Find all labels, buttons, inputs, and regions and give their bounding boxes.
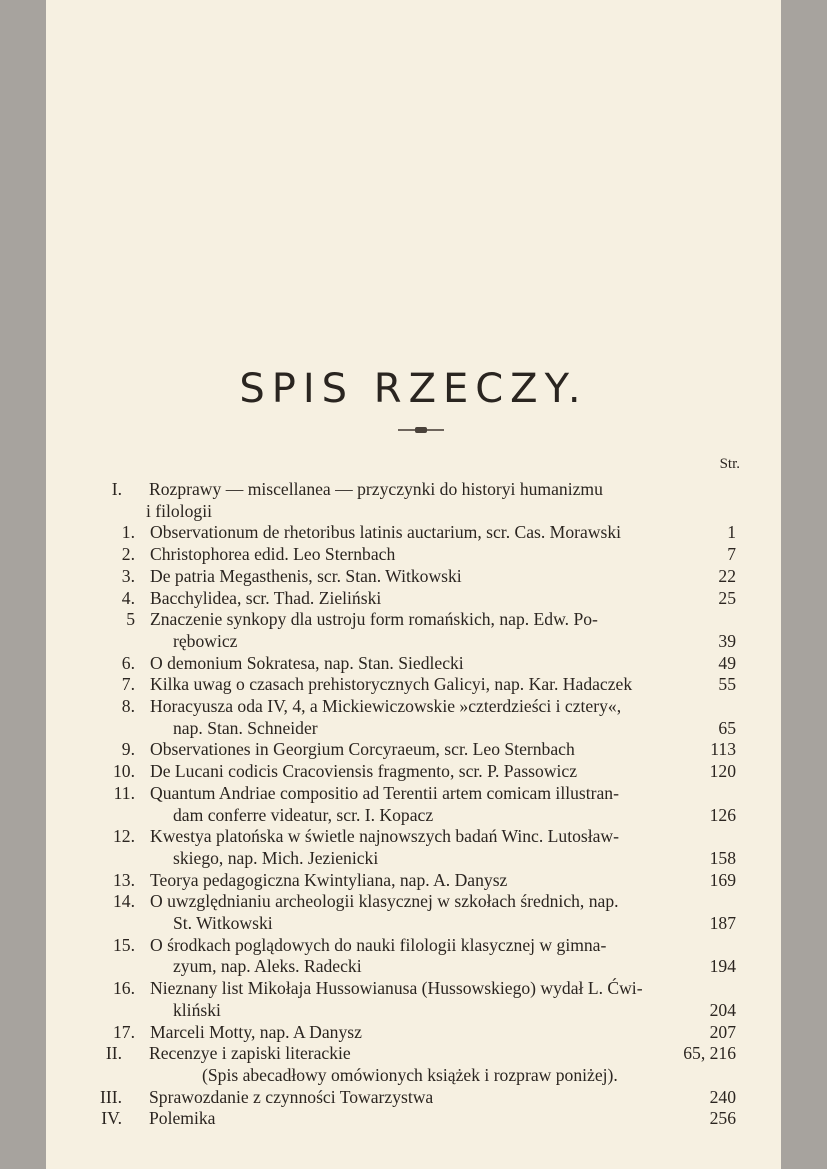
toc-entry-number: 17.: [113, 1021, 135, 1042]
toc-line: [0, 521, 827, 543]
toc-entry-number: II.: [105, 1043, 122, 1064]
toc-line: [0, 478, 827, 500]
toc-page-number: 120: [709, 761, 736, 782]
toc-page-number: 65, 216: [683, 1043, 736, 1064]
toc-entry-title: nap. Stan. Schneider: [173, 717, 318, 738]
toc-page-number: 169: [709, 869, 736, 890]
toc-entry-number: 12.: [113, 826, 135, 847]
toc-entry-number: 2.: [121, 544, 135, 565]
toc-entry-number: 8.: [121, 696, 135, 716]
toc-line: [0, 587, 827, 609]
toc-entry-title: Observationum de rhetoribus latinis auctarium, scr. Cas. Morawski: [150, 522, 622, 543]
toc-entry-number: I.: [111, 479, 122, 499]
toc-entry-title: (Spis abecadłowy omówionych książek i rozpraw poniżej).: [202, 1064, 618, 1085]
toc-page-number: 65: [718, 717, 736, 738]
toc-entry-title: Kwestya platońska w świetle najnowszych badań Winc. Lutosław-: [150, 826, 619, 847]
toc-entry-number: 11.: [113, 782, 135, 803]
toc-entry-number: 5: [126, 609, 135, 630]
toc-entry-number: 3.: [121, 565, 135, 586]
page-title: SPIS RZECZY.: [239, 366, 588, 412]
toc-page-number: 207: [709, 1021, 736, 1042]
toc-entry-number: 7.: [121, 674, 135, 695]
toc-page-number: 39: [718, 630, 736, 651]
toc-page-number: 158: [709, 847, 736, 868]
toc-line: [0, 673, 827, 695]
toc-entry-title: O demonium Sokratesa, nap. Stan. Siedlecki: [150, 652, 464, 673]
toc-page-number: 194: [709, 956, 736, 977]
toc-line: [0, 977, 827, 999]
toc-entry-title: O środkach poglądowych do nauki filologii klasycznej w gimna-: [150, 934, 607, 955]
toc-entry-number: 9.: [121, 739, 135, 760]
toc-line: [0, 630, 827, 652]
toc-line: [0, 760, 827, 782]
toc-entry-title: zyum, nap. Aleks. Radecki: [173, 956, 362, 977]
toc-entry-title: Observationes in Georgium Corcyraeum, scr. Leo Sternbach: [150, 739, 575, 760]
toc-entry-number: 14.: [113, 891, 135, 912]
toc-line: [0, 782, 827, 804]
toc-entry-title: Rozprawy — miscellanea — przyczynki do historyi humanizmu: [149, 479, 603, 499]
toc-entry-number: III.: [100, 1086, 122, 1107]
toc-page-number: 1: [727, 522, 736, 543]
toc-entry-number: 16.: [113, 978, 135, 999]
toc-entry-title: Polemika: [149, 1108, 216, 1129]
toc-page-number: 25: [718, 587, 736, 608]
toc-line: [0, 738, 827, 760]
toc-page-number: 55: [718, 674, 736, 695]
toc-entry-title: kliński: [173, 999, 221, 1020]
toc-line: [0, 1042, 827, 1064]
toc-line: [0, 1021, 827, 1043]
toc-page-number: 7: [727, 544, 736, 565]
toc-line: [0, 1107, 827, 1129]
toc-entry-title: O uwzględnianiu archeologii klasycznej w szkołach średnich, nap.: [150, 891, 619, 912]
toc-line: [0, 652, 827, 674]
toc-entry-title: Nieznany list Mikołaja Hussowianusa (Hussowskiego) wydał L. Ćwi-: [150, 978, 643, 999]
toc-entry-number: 1.: [121, 522, 135, 543]
toc-entry-title: De patria Megasthenis, scr. Stan. Witkowski: [150, 565, 462, 586]
toc-entry-title: Horacyusza oda IV, 4, a Mickiewiczowskie »czterdzieści i cztery«,: [150, 696, 622, 716]
toc-line: [0, 804, 827, 826]
toc-entry-title: Sprawozdanie z czynności Towarzystwa: [149, 1086, 434, 1107]
toc-page-number: 126: [709, 804, 736, 825]
toc-entry-title: Bacchylidea, scr. Thad. Zieliński: [150, 587, 382, 608]
toc-line: [0, 695, 827, 717]
toc-line: [0, 890, 827, 912]
toc-page-number: 22: [718, 565, 736, 586]
toc-entry-title: Marceli Motty, nap. A Danysz: [150, 1021, 362, 1042]
toc-entry-title: i filologii: [146, 500, 212, 521]
toc-page-number: 256: [709, 1108, 736, 1129]
toc-line: [0, 955, 827, 977]
toc-line: [0, 869, 827, 891]
toc-entry-title: St. Witkowski: [173, 913, 273, 933]
toc-entry-number: 4.: [121, 587, 135, 608]
toc-line: [0, 999, 827, 1021]
page-column-label: Str.: [719, 456, 740, 472]
toc-entry-title: Teorya pedagogiczna Kwintyliana, nap. A. Danysz: [150, 869, 508, 890]
toc-line: [0, 847, 827, 869]
toc-entry-title: Quantum Andriae compositio ad Terentii artem comicam illustran-: [150, 782, 619, 803]
toc-line: [0, 1086, 827, 1108]
toc-entry-title: rębowicz: [173, 630, 238, 651]
toc-line: [0, 912, 827, 934]
toc-entry-title: De Lucani codicis Cracoviensis fragmento, scr. P. Passowicz: [150, 761, 578, 782]
toc-entry-title: Kilka uwag o czasach prehistorycznych Galicyi, nap. Kar. Hadaczek: [150, 674, 633, 695]
title-ornament: [398, 429, 444, 431]
toc-entry-number: 6.: [121, 652, 135, 673]
toc-entry-title: Recenzye i zapiski literackie: [149, 1043, 351, 1064]
toc-line: [0, 1064, 827, 1086]
toc-page-number: 240: [709, 1086, 736, 1107]
toc-entry-title: skiego, nap. Mich. Jezienicki: [173, 847, 379, 868]
toc-entry-title: Christophorea edid. Leo Sternbach: [150, 544, 396, 565]
toc-line: [0, 825, 827, 847]
toc-page-number: 204: [709, 999, 736, 1020]
toc-line: [0, 934, 827, 956]
toc-line: [0, 500, 827, 522]
toc-page-number: 113: [710, 739, 736, 760]
toc-entry-number: 15.: [113, 934, 135, 955]
toc-entry-number: IV.: [101, 1108, 122, 1129]
toc-entry-number: 13.: [113, 869, 135, 890]
toc-line: [0, 565, 827, 587]
toc-entry-title: dam conferre videatur, scr. I. Kopacz: [173, 804, 434, 825]
toc-entry-title: Znaczenie synkopy dla ustroju form romańskich, nap. Edw. Po-: [150, 609, 598, 630]
toc-page-number: 187: [709, 913, 736, 933]
toc-line: [0, 717, 827, 739]
toc-entry-number: 10.: [113, 761, 135, 782]
toc-line: [0, 543, 827, 565]
toc-page-number: 49: [718, 652, 736, 673]
toc-line: [0, 608, 827, 630]
